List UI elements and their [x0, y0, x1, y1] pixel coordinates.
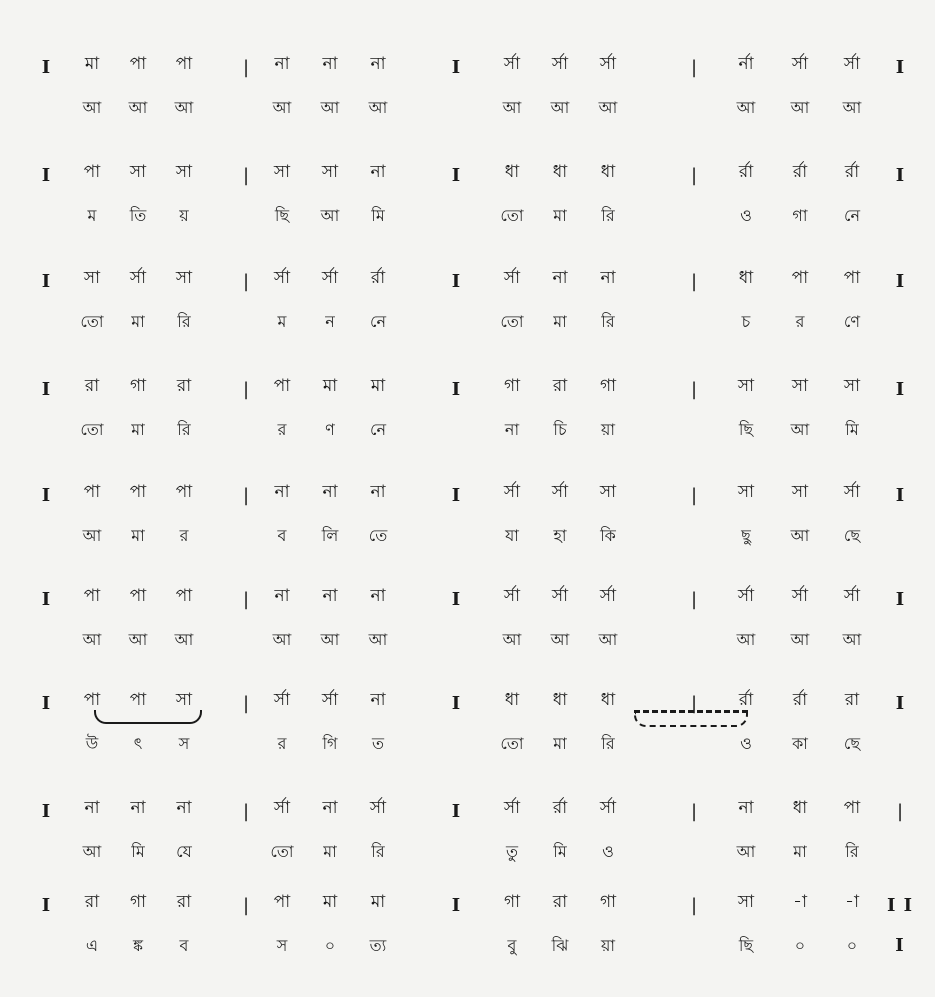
- lyric-syllable: ও: [740, 734, 752, 753]
- swara-note: র্সা: [843, 586, 861, 606]
- lyric-line: [0, 302, 935, 342]
- swara-note: সা: [737, 892, 755, 912]
- bar-line: I: [895, 379, 905, 400]
- swara-note: পা: [273, 376, 291, 396]
- swara-note: ধা: [738, 268, 754, 288]
- swara-note: না: [322, 482, 338, 502]
- lyric-line: [0, 196, 935, 236]
- lyric-syllable: যে: [176, 842, 192, 861]
- lyric-syllable: ০: [324, 936, 336, 955]
- lyric-syllable: আ: [128, 630, 148, 649]
- swara-note: পা: [129, 586, 147, 606]
- swara-line: [0, 472, 935, 512]
- lyric-syllable: ছে: [843, 526, 861, 545]
- swara-note: গা: [503, 376, 521, 396]
- bar-line: |: [690, 589, 698, 610]
- lyric-syllable: ও: [602, 842, 614, 861]
- swara-note: র্সা: [273, 268, 291, 288]
- swara-note: না: [322, 798, 338, 818]
- swara-note: গা: [599, 376, 617, 396]
- bar-line: |: [242, 165, 250, 186]
- bar-line: |: [242, 693, 250, 714]
- lyric-syllable: আ: [368, 98, 388, 117]
- lyric-syllable: মি: [131, 842, 145, 861]
- lyric-syllable: আ: [368, 630, 388, 649]
- lyric-syllable: তো: [500, 206, 524, 225]
- swara-note: ধা: [792, 798, 808, 818]
- bar-line: |: [690, 895, 698, 916]
- notation-system: [0, 44, 935, 140]
- lyric-line: [0, 926, 935, 966]
- lyric-syllable: আ: [790, 420, 810, 439]
- swara-note: গা: [129, 892, 147, 912]
- swara-note: পা: [83, 162, 101, 182]
- lyric-syllable: র: [277, 420, 287, 439]
- swara-note: পা: [273, 892, 291, 912]
- swara-note: ধা: [504, 162, 520, 182]
- swara-note: না: [130, 798, 146, 818]
- swara-note: র্সা: [599, 798, 617, 818]
- swara-note: র্সা: [791, 54, 809, 74]
- bar-line: |: [690, 485, 698, 506]
- swara-note: সা: [175, 162, 193, 182]
- swara-note: সা: [175, 690, 193, 710]
- bar-line: I: [41, 693, 51, 714]
- swara-note: সা: [737, 376, 755, 396]
- swara-note: র্সা: [843, 54, 861, 74]
- swara-note: না: [370, 162, 386, 182]
- swara-note: মা: [322, 892, 338, 912]
- bar-line: I: [451, 801, 461, 822]
- lyric-syllable: রি: [601, 206, 615, 225]
- lyric-syllable: নে: [369, 420, 387, 439]
- bar-line: |: [690, 801, 698, 822]
- swara-note: র্সা: [273, 690, 291, 710]
- notation-system: [0, 472, 935, 568]
- bar-line: |: [242, 485, 250, 506]
- lyric-line: [0, 620, 935, 660]
- lyric-syllable: আ: [320, 630, 340, 649]
- lyric-syllable: কি: [600, 526, 616, 545]
- lyric-syllable: রি: [371, 842, 385, 861]
- lyric-syllable: ব: [277, 526, 287, 545]
- swara-note: র্রা: [552, 798, 568, 818]
- slur-mark: [94, 710, 202, 724]
- swara-note: না: [84, 798, 100, 818]
- lyric-syllable: তি: [129, 206, 147, 225]
- swara-note: রা: [552, 892, 568, 912]
- bar-line: |: [690, 165, 698, 186]
- swara-note: না: [738, 798, 754, 818]
- swara-note: পা: [83, 482, 101, 502]
- swara-note: পা: [175, 482, 193, 502]
- lyric-syllable: আ: [174, 98, 194, 117]
- lyric-syllable: নে: [369, 312, 387, 331]
- swara-note: র্সা: [503, 268, 521, 288]
- swara-note: র্রা: [738, 690, 754, 710]
- lyric-syllable: তো: [80, 312, 104, 331]
- lyric-syllable: ০: [846, 936, 858, 955]
- swara-note: র্সা: [273, 798, 291, 818]
- swara-line: [0, 576, 935, 616]
- swara-note: র্সা: [321, 268, 339, 288]
- lyric-syllable: গি: [322, 734, 338, 753]
- lyric-syllable: আ: [736, 98, 756, 117]
- lyric-syllable: ছি: [738, 420, 754, 439]
- swara-note: মা: [370, 892, 386, 912]
- lyric-syllable: এ: [85, 936, 99, 955]
- lyric-line: [0, 516, 935, 556]
- swara-note: না: [370, 586, 386, 606]
- lyric-syllable: ন: [325, 312, 335, 331]
- bar-line: I: [895, 589, 905, 610]
- lyric-syllable: ছে: [843, 734, 861, 753]
- bar-line: I: [451, 693, 461, 714]
- bar-line: I: [895, 165, 905, 186]
- swara-note: সা: [175, 268, 193, 288]
- bar-line: |: [690, 379, 698, 400]
- swara-note: র্রা: [370, 268, 386, 288]
- notation-system: [0, 366, 935, 462]
- bar-line: |: [242, 271, 250, 292]
- lyric-syllable: আ: [272, 98, 292, 117]
- swara-note: না: [176, 798, 192, 818]
- lyric-syllable: ণে: [843, 312, 861, 331]
- swara-note: র্সা: [843, 482, 861, 502]
- lyric-syllable: রি: [601, 734, 615, 753]
- swara-note: র্সা: [599, 586, 617, 606]
- bar-line: |: [242, 379, 250, 400]
- lyric-syllable: ম: [277, 312, 287, 331]
- swara-note: সা: [599, 482, 617, 502]
- bar-line: |: [690, 271, 698, 292]
- bar-line: I: [451, 589, 461, 610]
- bar-line: |: [690, 57, 698, 78]
- swara-note: মা: [370, 376, 386, 396]
- swara-note: রা: [84, 376, 100, 396]
- swara-note: পা: [129, 482, 147, 502]
- swara-note: গা: [599, 892, 617, 912]
- lyric-syllable: য়: [179, 206, 189, 225]
- swara-note: -া: [845, 892, 859, 912]
- lyric-syllable: ০: [794, 936, 806, 955]
- swara-note: সা: [843, 376, 861, 396]
- lyric-syllable: আ: [790, 630, 810, 649]
- swara-note: র্সা: [321, 690, 339, 710]
- swara-note: সা: [321, 162, 339, 182]
- lyric-syllable: র: [179, 526, 189, 545]
- swara-note: সা: [737, 482, 755, 502]
- bar-line: I: [451, 895, 461, 916]
- swara-line: [0, 258, 935, 298]
- lyric-syllable: তো: [270, 842, 294, 861]
- bar-line: I: [895, 57, 905, 78]
- bar-line: I: [451, 485, 461, 506]
- lyric-line: [0, 832, 935, 872]
- lyric-syllable: ত: [371, 734, 384, 753]
- swara-line: [0, 366, 935, 406]
- lyric-syllable: ৎ: [133, 734, 143, 753]
- lyric-syllable: মা: [131, 312, 145, 331]
- bar-line: |: [242, 801, 250, 822]
- swara-note: পা: [175, 54, 193, 74]
- notation-system: [0, 258, 935, 354]
- swara-note: পা: [83, 586, 101, 606]
- bar-line: I: [451, 57, 461, 78]
- bar-line: |: [242, 895, 250, 916]
- lyric-syllable: আ: [320, 206, 340, 225]
- lyric-syllable: হা: [553, 526, 567, 545]
- bar-line: I: [451, 165, 461, 186]
- swara-note: র্সা: [599, 54, 617, 74]
- swara-note: -া: [793, 892, 807, 912]
- swara-line: [0, 44, 935, 84]
- lyric-syllable: আ: [502, 630, 522, 649]
- swara-note: র্সা: [551, 586, 569, 606]
- swara-note: সা: [273, 162, 291, 182]
- lyric-syllable: চি: [553, 420, 567, 439]
- lyric-syllable: আ: [82, 98, 102, 117]
- swara-note: র্সা: [503, 586, 521, 606]
- swara-note: সা: [791, 482, 809, 502]
- swara-note: ধা: [552, 162, 568, 182]
- bar-line: |: [690, 693, 698, 714]
- lyric-syllable: যা: [505, 526, 519, 545]
- lyric-syllable: মা: [553, 206, 567, 225]
- swara-note: রা: [552, 376, 568, 396]
- swara-note: পা: [791, 268, 809, 288]
- swara-note: রা: [176, 376, 192, 396]
- lyric-line: [0, 410, 935, 450]
- notation-system: [0, 152, 935, 248]
- lyric-syllable: আ: [842, 98, 862, 117]
- lyric-syllable: উ: [85, 734, 99, 753]
- bar-line: |: [242, 57, 250, 78]
- lyric-syllable: তো: [500, 312, 524, 331]
- swara-note: পা: [175, 586, 193, 606]
- swara-note: সা: [791, 376, 809, 396]
- lyric-syllable: রি: [601, 312, 615, 331]
- notation-system: [0, 788, 935, 884]
- lyric-syllable: মা: [323, 842, 337, 861]
- lyric-syllable: আ: [272, 630, 292, 649]
- bar-line: I: [451, 379, 461, 400]
- lyric-syllable: মা: [131, 526, 145, 545]
- swara-note: না: [274, 586, 290, 606]
- swara-note: না: [370, 690, 386, 710]
- swara-note: না: [274, 482, 290, 502]
- lyric-syllable: আ: [82, 842, 102, 861]
- lyric-syllable: তে: [368, 526, 388, 545]
- swara-note: রা: [84, 892, 100, 912]
- lyric-syllable: মা: [793, 842, 807, 861]
- swara-note: র্সা: [503, 54, 521, 74]
- lyric-syllable: ব: [179, 936, 189, 955]
- lyric-syllable: রি: [177, 420, 191, 439]
- lyric-syllable: ত্য: [369, 936, 387, 955]
- bar-line: I: [41, 165, 51, 186]
- lyric-syllable: ছি: [274, 206, 290, 225]
- bar-line: I: [895, 485, 905, 506]
- lyric-syllable: ও: [740, 206, 752, 225]
- lyric-syllable: আ: [736, 630, 756, 649]
- lyric-syllable: ম: [87, 206, 97, 225]
- lyric-syllable: আ: [82, 526, 102, 545]
- swara-note: না: [600, 268, 616, 288]
- lyric-syllable: আ: [842, 630, 862, 649]
- lyric-syllable: আ: [790, 98, 810, 117]
- lyric-syllable: ছি: [738, 936, 754, 955]
- lyric-syllable: মি: [371, 206, 385, 225]
- swara-note: র্রা: [844, 162, 860, 182]
- slur-mark-dashed: [634, 710, 748, 727]
- swara-line: [0, 152, 935, 192]
- lyric-syllable: গা: [792, 206, 808, 225]
- lyric-syllable: মি: [553, 842, 567, 861]
- swara-note: পা: [843, 798, 861, 818]
- swara-note: গা: [129, 376, 147, 396]
- bar-line: I: [895, 271, 905, 292]
- lyric-syllable: আ: [502, 98, 522, 117]
- lyric-syllable: তো: [500, 734, 524, 753]
- lyric-syllable: আ: [550, 630, 570, 649]
- swara-note: না: [322, 54, 338, 74]
- lyric-syllable: আ: [598, 630, 618, 649]
- swara-note: র্সা: [551, 54, 569, 74]
- swara-note: র্সা: [503, 482, 521, 502]
- bar-line: I: [41, 895, 51, 916]
- swara-note: ধা: [600, 690, 616, 710]
- lyric-syllable: আ: [174, 630, 194, 649]
- bar-line: I: [41, 57, 51, 78]
- lyric-syllable: তু: [505, 842, 518, 861]
- lyric-syllable: স: [178, 734, 190, 753]
- lyric-syllable: রি: [845, 842, 859, 861]
- lyric-syllable: তো: [80, 420, 104, 439]
- lyric-syllable: নে: [843, 206, 861, 225]
- lyric-syllable: মি: [845, 420, 859, 439]
- swara-note: রা: [176, 892, 192, 912]
- lyric-syllable: না: [504, 420, 520, 439]
- notation-system: [0, 882, 935, 978]
- swara-note: র্সা: [737, 586, 755, 606]
- lyric-syllable: র: [277, 734, 287, 753]
- lyric-syllable: ঙ্ক: [132, 936, 143, 955]
- swara-note: সা: [129, 162, 147, 182]
- swara-note: পা: [129, 54, 147, 74]
- lyric-syllable: স: [276, 936, 288, 955]
- swara-note: র্রা: [792, 690, 808, 710]
- lyric-syllable: র: [795, 312, 805, 331]
- bar-line: I: [41, 801, 51, 822]
- lyric-line: [0, 724, 935, 764]
- swara-note: না: [370, 482, 386, 502]
- notation-system: [0, 576, 935, 672]
- lyric-syllable: আ: [736, 842, 756, 861]
- lyric-syllable: ণ: [325, 420, 335, 439]
- lyric-syllable: মা: [553, 312, 567, 331]
- lyric-syllable: লি: [321, 526, 339, 545]
- swara-note: সা: [83, 268, 101, 288]
- lyric-syllable: আ: [128, 98, 148, 117]
- swara-note: পা: [129, 690, 147, 710]
- lyric-syllable: আ: [790, 526, 810, 545]
- lyric-syllable: চ: [741, 312, 751, 331]
- swara-note: ধা: [600, 162, 616, 182]
- swara-note: র্সা: [551, 482, 569, 502]
- swara-note: র্রা: [738, 162, 754, 182]
- bar-line: I: [41, 379, 51, 400]
- lyric-syllable: আ: [598, 98, 618, 117]
- lyric-syllable: আ: [82, 630, 102, 649]
- lyric-syllable: ঝি: [551, 936, 569, 955]
- bar-line: I: [895, 693, 905, 714]
- bar-line: I: [41, 589, 51, 610]
- lyric-syllable: আ: [550, 98, 570, 117]
- swara-note: পা: [83, 690, 101, 710]
- swara-note: না: [322, 586, 338, 606]
- bar-line: I I I: [886, 895, 914, 956]
- swara-note: ধা: [552, 690, 568, 710]
- lyric-syllable: ছু: [741, 526, 751, 545]
- lyric-syllable: য়া: [600, 936, 616, 955]
- bar-line: I: [41, 271, 51, 292]
- lyric-syllable: রি: [177, 312, 191, 331]
- swara-line: [0, 788, 935, 828]
- bar-line: I: [41, 485, 51, 506]
- lyric-syllable: মা: [553, 734, 567, 753]
- swara-note: না: [274, 54, 290, 74]
- swara-note: মা: [84, 54, 100, 74]
- swara-note: মা: [322, 376, 338, 396]
- swara-note: না: [370, 54, 386, 74]
- bar-line: |: [242, 589, 250, 610]
- lyric-syllable: বু: [507, 936, 517, 955]
- lyric-line: [0, 88, 935, 128]
- lyric-syllable: আ: [320, 98, 340, 117]
- swara-note: র্সা: [503, 798, 521, 818]
- lyric-syllable: কা: [792, 734, 808, 753]
- lyric-syllable: য়া: [600, 420, 616, 439]
- swara-note: না: [552, 268, 568, 288]
- swara-note: ধা: [504, 690, 520, 710]
- swara-note: গা: [503, 892, 521, 912]
- swara-note: র্না: [738, 54, 754, 74]
- swara-note: র্সা: [369, 798, 387, 818]
- notation-system: [0, 680, 935, 776]
- swara-note: পা: [843, 268, 861, 288]
- swara-note: রা: [844, 690, 860, 710]
- swara-note: র্সা: [129, 268, 147, 288]
- bar-line: |: [896, 801, 904, 822]
- bar-line: I: [451, 271, 461, 292]
- lyric-syllable: মা: [131, 420, 145, 439]
- swara-note: র্রা: [792, 162, 808, 182]
- swara-note: র্সা: [791, 586, 809, 606]
